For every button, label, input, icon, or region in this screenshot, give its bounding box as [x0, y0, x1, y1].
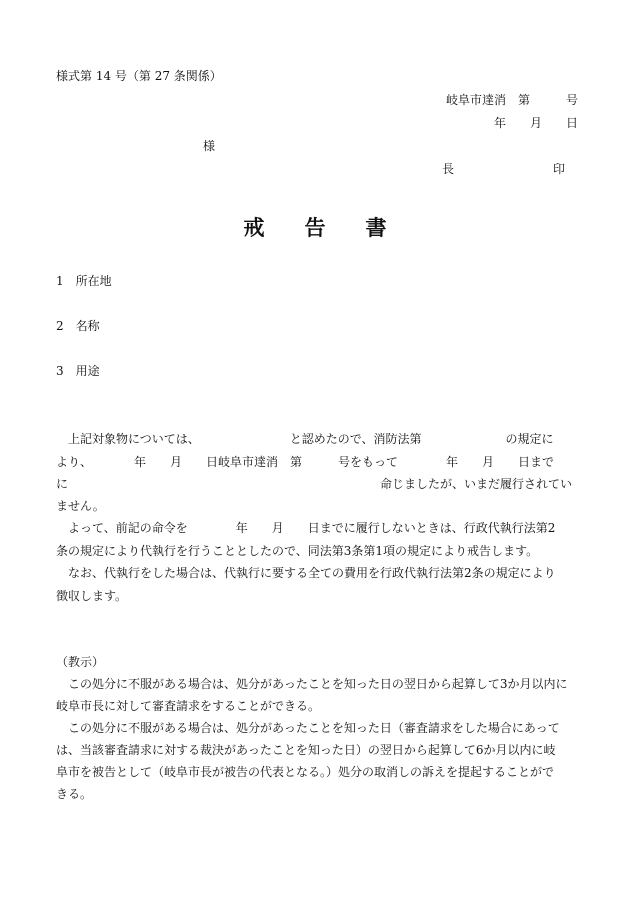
instruction-line: 岐阜市長に対して審査請求をすることができる。 — [56, 699, 321, 713]
body-line: ません。 — [56, 499, 105, 513]
item-use: 3 用途 — [56, 364, 100, 378]
body-line: なお、代執行をした場合は、代執行に要する全ての費用を行政代執行法第2条の規定により — [68, 566, 556, 580]
document-number: 岐阜市達消 第 号 — [445, 93, 578, 107]
recipient-honorific: 様 — [203, 139, 216, 153]
body-line: 徴収します。 — [56, 589, 128, 603]
instruction-line: この処分に不服がある場合は、処分があったことを知った日（審査請求をした場合にあって — [68, 721, 560, 735]
body-line: 上記対象物については、 と認めたので、消防法第 の規定に — [68, 432, 554, 446]
body-line: より、 年 月 日岐阜市達消 第 号をもって 年 月 日まで — [56, 455, 555, 469]
instruction-line: は、当該審査請求に対する裁決があったことを知った日）の翌日から起算して6か月以内に岐 — [56, 743, 556, 757]
instruction-line: きる。 — [56, 787, 93, 801]
instruction-line: この処分に不服がある場合は、処分があったことを知った日の翌日から起算して3か月以内に — [68, 677, 568, 691]
document-title: 戒告書 — [243, 216, 427, 240]
item-location: 1 所在地 — [56, 274, 112, 288]
form-number: 様式第 14 号（第 27 条関係） — [56, 69, 222, 83]
body-line: 条の規定により代執行を行うこととしたので、同法第3条第1項の規定により戒告します。 — [56, 544, 539, 558]
body-line: よって、前記の命令を 年 月 日までに履行しないときは、行政代執行法第2 — [68, 521, 556, 535]
instruction-line: 阜市を被告として（岐阜市長が被告の代表となる。）処分の取消しの訴えを提起することがで — [56, 765, 555, 779]
body-line: に 命じましたが、いまだ履行されてい — [56, 477, 573, 491]
issue-date: 年 月 日 — [493, 116, 578, 130]
seal-mark: 印 — [553, 162, 566, 176]
item-name: 2 名称 — [56, 319, 100, 333]
issuer-title: 長 — [442, 162, 455, 176]
instruction-heading: （教示） — [56, 655, 105, 669]
